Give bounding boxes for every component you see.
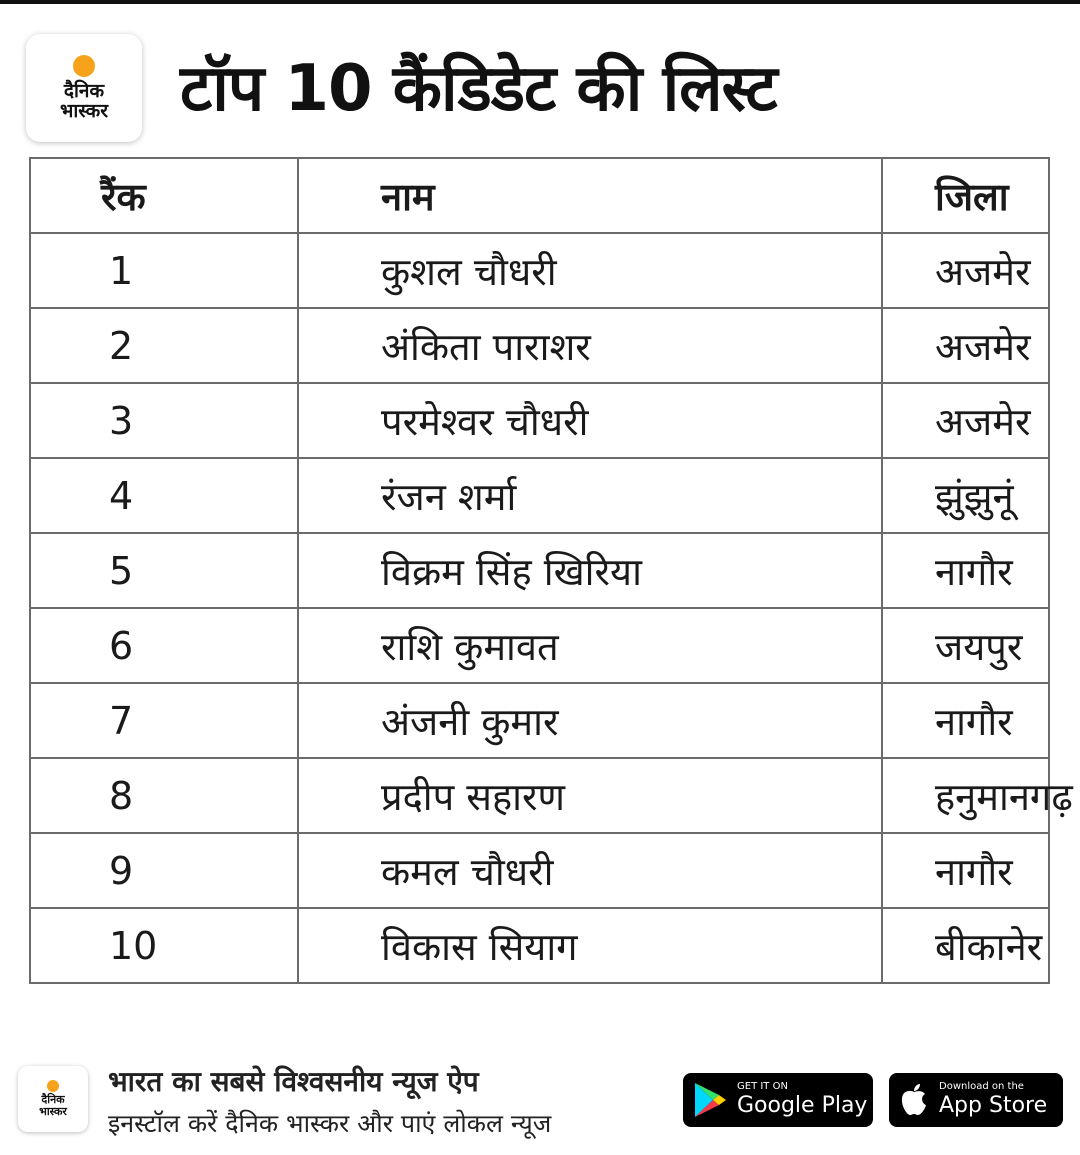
cell-name: प्रदीप सहारण: [298, 758, 882, 833]
cell-district: हनुमानगढ़: [882, 758, 1049, 833]
cell-rank: 5: [30, 533, 298, 608]
cell-name: कुशल चौधरी: [298, 233, 882, 308]
app-store-small-text: Download on the: [939, 1081, 1024, 1092]
top-rule: [0, 0, 1080, 4]
cell-rank: 4: [30, 458, 298, 533]
table-row: [30, 608, 1049, 683]
cell-rank: 2: [30, 308, 298, 383]
cell-district: बीकानेर: [882, 908, 1049, 983]
cell-district: अजमेर: [882, 308, 1049, 383]
app-store-label: App Store: [939, 1093, 1048, 1118]
table-header-row: [30, 158, 1049, 233]
google-play-small-text: GET IT ON: [737, 1081, 788, 1092]
cell-name: परमेश्वर चौधरी: [298, 383, 882, 458]
cell-rank: 1: [30, 233, 298, 308]
table-row: [30, 383, 1049, 458]
sun-icon: [73, 55, 95, 77]
dainik-bhaskar-logo: [26, 34, 142, 142]
cell-rank: 6: [30, 608, 298, 683]
footer-logo: [18, 1066, 88, 1132]
tagline-line2: इनस्टॉल करें दैनिक भास्कर और पाएं लोकल न्यूज: [108, 1109, 552, 1138]
header-district: जिला: [882, 158, 1049, 233]
cell-name: कमल चौधरी: [298, 833, 882, 908]
cell-rank: 10: [30, 908, 298, 983]
page-title: टॉप 10 कैंडिडेट की लिस्ट: [180, 52, 777, 126]
app-store-button[interactable]: [889, 1073, 1063, 1127]
cell-district: जयपुर: [882, 608, 1049, 683]
candidates-table: [29, 157, 1073, 984]
tagline-line1: भारत का सबसे विश्वसनीय न्यूज ऐप: [108, 1065, 479, 1098]
logo-line1: दैनिक: [63, 80, 105, 102]
cell-rank: 3: [30, 383, 298, 458]
table-row: [30, 233, 1049, 308]
footer-logo-line2: भास्कर: [39, 1105, 67, 1118]
cell-rank: 9: [30, 833, 298, 908]
table-row: [30, 758, 1049, 833]
cell-district: झुंझुनूं: [882, 458, 1049, 533]
table-row: [30, 533, 1049, 608]
cell-district: अजमेर: [882, 233, 1049, 308]
cell-district: नागौर: [882, 833, 1049, 908]
sun-icon: [47, 1080, 59, 1092]
table-row: [30, 908, 1049, 983]
google-play-label: Google Play: [737, 1093, 868, 1118]
header-name: नाम: [298, 158, 882, 233]
cell-name: रंजन शर्मा: [298, 458, 882, 533]
cell-name: विकास सियाग: [298, 908, 882, 983]
cell-rank: 8: [30, 758, 298, 833]
cell-name: अंकिता पाराशर: [298, 308, 882, 383]
cell-district: अजमेर: [882, 383, 1049, 458]
google-play-button[interactable]: [683, 1073, 873, 1127]
cell-district: नागौर: [882, 683, 1049, 758]
cell-name: अंजनी कुमार: [298, 683, 882, 758]
logo-line2: भास्कर: [59, 100, 109, 122]
cell-name: राशि कुमावत: [298, 608, 882, 683]
footer-logo-line1: दैनिक: [41, 1093, 65, 1106]
table-row: [30, 833, 1049, 908]
table-row: [30, 458, 1049, 533]
header-rank: रैंक: [30, 158, 298, 233]
google-play-icon: [693, 1081, 727, 1119]
table-row: [30, 683, 1049, 758]
cell-name: विक्रम सिंह खिरिया: [298, 533, 882, 608]
cell-rank: 7: [30, 683, 298, 758]
apple-icon: [899, 1083, 929, 1117]
table-row: [30, 308, 1049, 383]
footer-tagline: [108, 1060, 668, 1144]
cell-district: नागौर: [882, 533, 1049, 608]
